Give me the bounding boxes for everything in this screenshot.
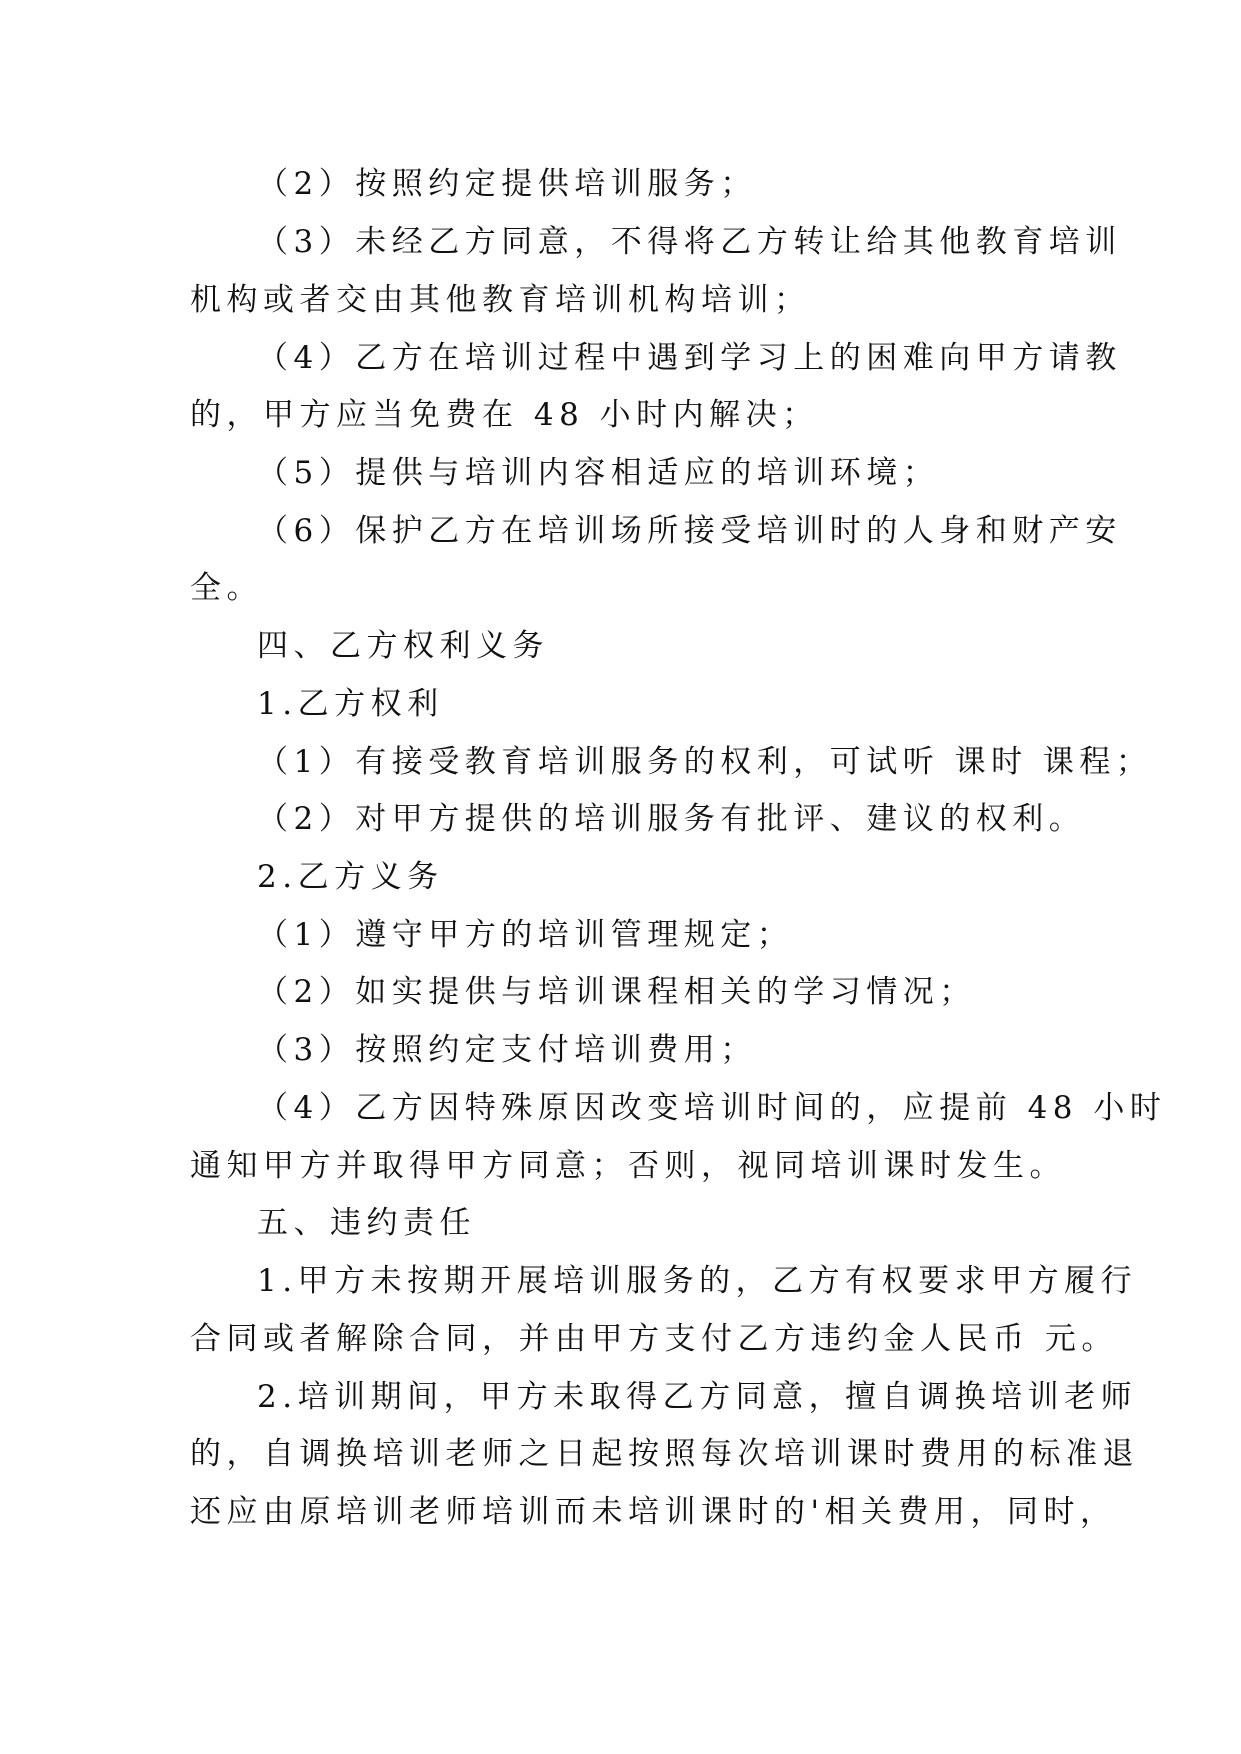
clause-party-a-duty-2: （2）按照约定提供培训服务； — [257, 166, 757, 202]
clause-party-b-duty-3: （3）按照约定支付培训费用； — [257, 1032, 757, 1068]
clause-party-a-duty-4-cont: 的，甲方应当免费在 48 小时内解决； — [190, 397, 819, 433]
clause-party-a-duty-4: （4）乙方在培训过程中遇到学习上的困难向甲方请教 — [257, 340, 1122, 376]
subsection-heading-party-b-rights: 1.乙方权利 — [257, 686, 444, 722]
clause-party-b-duty-2: （2）如实提供与培训课程相关的学习情况； — [257, 974, 976, 1010]
clause-party-a-duty-6: （6）保护乙方在培训场所接受培训时的人身和财产安 — [257, 513, 1122, 549]
section-heading-4: 四、乙方权利义务 — [257, 628, 549, 664]
clause-liability-2-cont-2: 还应由原培训老师培训而未培训课时的'相关费用，同时， — [190, 1494, 1117, 1530]
clause-party-b-duty-4: （4）乙方因特殊原因改变培训时间的，应提前 48 小时 — [257, 1090, 1167, 1126]
section-heading-5: 五、违约责任 — [257, 1205, 476, 1241]
clause-party-a-duty-5: （5）提供与培训内容相适应的培训环境； — [257, 455, 940, 491]
clause-party-b-duty-4-cont: 通知甲方并取得甲方同意；否则，视同培训课时发生。 — [190, 1148, 1066, 1184]
clause-party-a-duty-6-cont: 全。 — [190, 570, 263, 606]
subsection-heading-party-b-duties: 2.乙方义务 — [257, 859, 444, 895]
clause-party-a-duty-3-cont: 机构或者交由其他教育培训机构培训； — [190, 282, 811, 318]
clause-party-b-duty-1: （1）遵守甲方的培训管理规定； — [257, 917, 794, 953]
clause-liability-2-cont-1: 的，自调换培训老师之日起按照每次培训课时费用的标准退 — [190, 1436, 1139, 1472]
clause-party-a-duty-3: （3）未经乙方同意，不得将乙方转让给其他教育培训 — [257, 224, 1122, 260]
clause-party-b-right-2: （2）对甲方提供的培训服务有批评、建议的权利。 — [257, 801, 1086, 837]
clause-liability-2: 2.培训期间，甲方未取得乙方同意，擅自调换培训老师 — [257, 1379, 1138, 1415]
clause-liability-1: 1.甲方未按期开展培训服务的，乙方有权要求甲方履行 — [257, 1263, 1138, 1299]
clause-liability-1-cont: 合同或者解除合同，并由甲方支付乙方违约金人民币 元。 — [190, 1321, 1118, 1357]
clause-party-b-right-1: （1）有接受教育培训服务的权利，可试听 课时 课程； — [257, 744, 1153, 780]
